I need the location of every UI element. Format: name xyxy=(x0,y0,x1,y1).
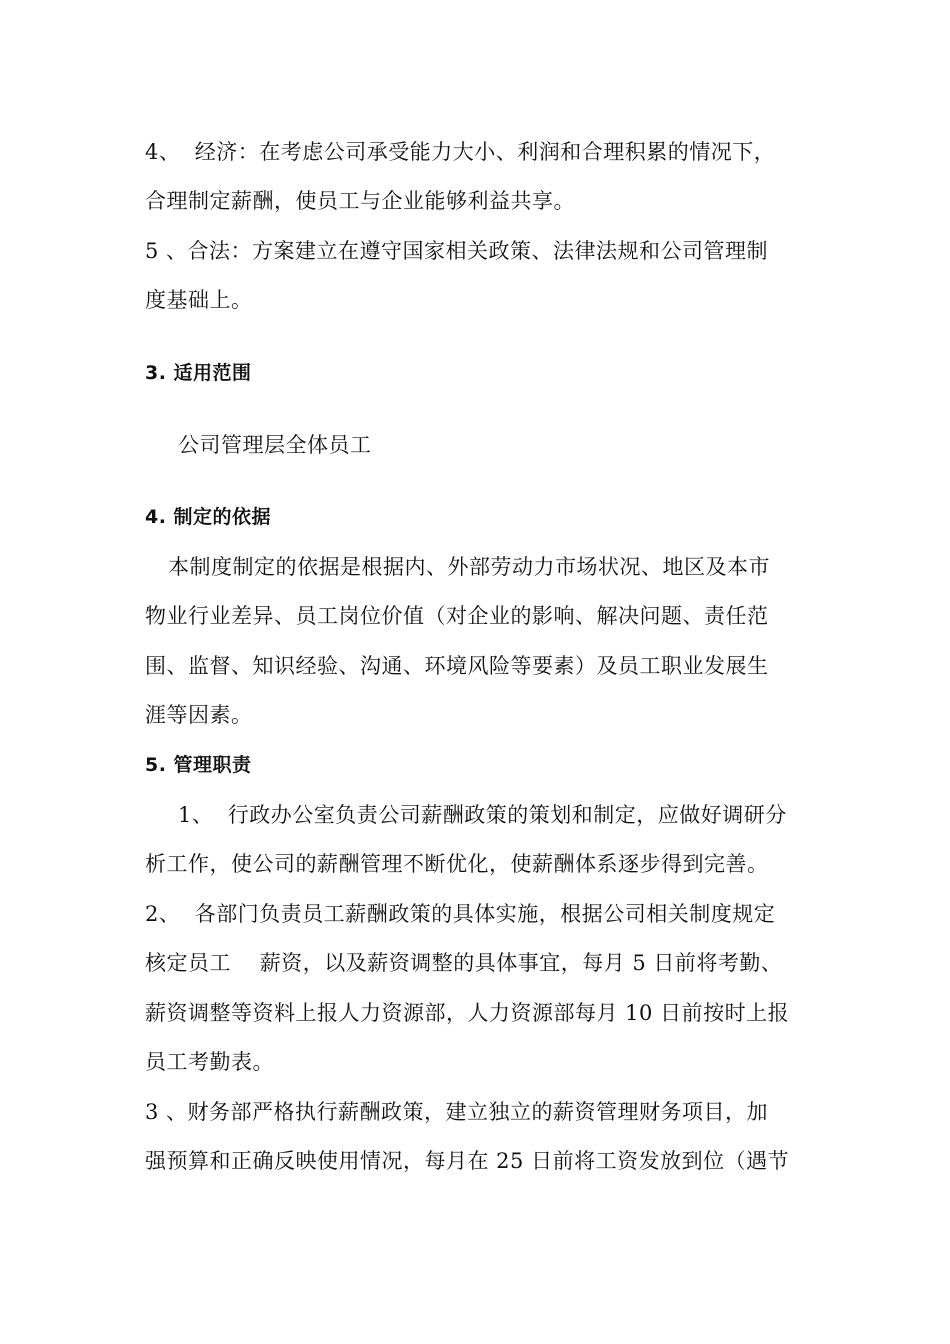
principle-economy-line-2: 合理制定薪酬，使员工与企业能够利益共享。 xyxy=(145,189,575,213)
responsibility-2-line-1: 2、 各部门负责员工薪酬政策的具体实施，根据公司相关制度规定 xyxy=(145,902,776,926)
principle-legal-line-1: 5 、合法：方案建立在遵守国家相关政策、法律法规和公司管理制 xyxy=(145,239,769,263)
section-heading-basis: 4. 制定的依据 xyxy=(145,506,272,528)
principle-economy-line-1: 4、 经济：在考虑公司承受能力大小、利润和合理积累的情况下， xyxy=(145,140,776,164)
responsibility-2-line-3: 薪资调整等资料上报人力资源部，人力资源部每月 10 日前按时上报 xyxy=(145,1001,790,1025)
basis-line-2: 物业行业差异、员工岗位价值（对企业的影响、解决问题、责任范 xyxy=(145,604,769,628)
scope-text: 公司管理层全体员工 xyxy=(178,433,372,457)
responsibility-3-line-2: 强预算和正确反映使用情况，每月在 25 日前将工资发放到位（遇节 xyxy=(145,1149,790,1173)
basis-line-4: 涯等因素。 xyxy=(145,703,253,727)
responsibility-1-line-2: 析工作，使公司的薪酬管理不断优化，使薪酬体系逐步得到完善。 xyxy=(145,852,769,876)
responsibility-2-line-4: 员工考勤表。 xyxy=(145,1050,274,1074)
responsibility-2-line-2: 核定员工 薪资，以及薪资调整的具体事宜，每月 5 日前将考勤、 xyxy=(145,951,783,975)
section-heading-responsibilities: 5. 管理职责 xyxy=(145,754,252,776)
basis-line-3: 围、监督、知识经验、沟通、环境风险等要素）及员工职业发展生 xyxy=(145,654,769,678)
section-heading-scope: 3. 适用范围 xyxy=(145,362,252,384)
responsibility-3-line-1: 3 、财务部严格执行薪酬政策，建立独立的薪资管理财务项目，加 xyxy=(145,1100,769,1124)
basis-line-1: 本制度制定的依据是根据内、外部劳动力市场状况、地区及本市 xyxy=(168,555,770,579)
responsibility-1-line-1: 1、 行政办公室负责公司薪酬政策的策划和制定，应做好调研分 xyxy=(178,803,787,827)
principle-legal-line-2: 度基础上。 xyxy=(145,288,253,312)
